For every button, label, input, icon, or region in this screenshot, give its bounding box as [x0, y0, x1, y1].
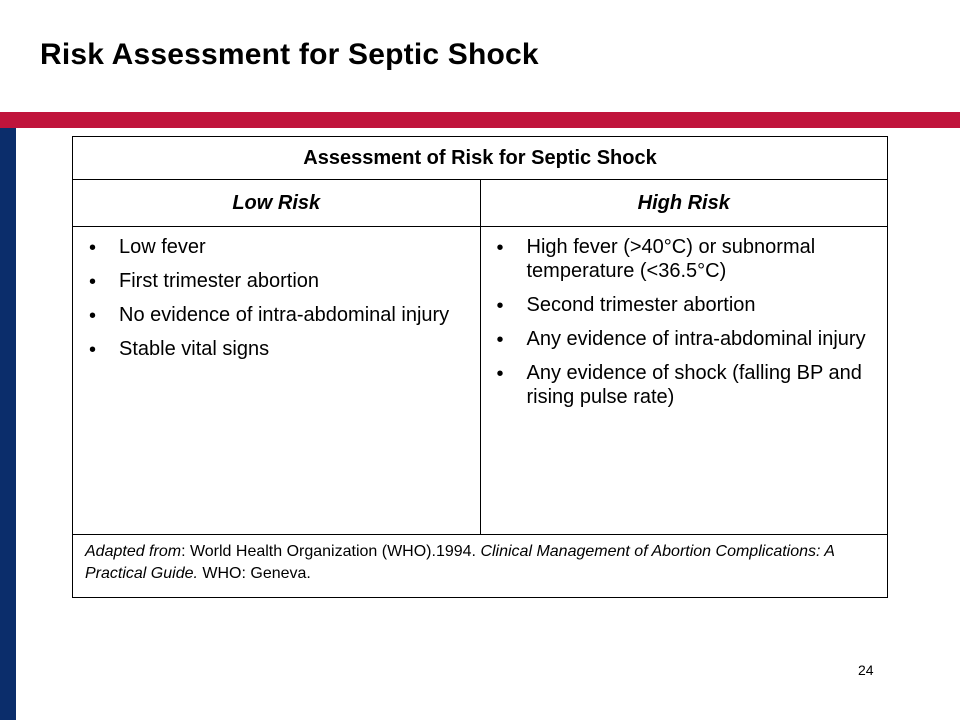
slide-title: Risk Assessment for Septic Shock — [40, 38, 539, 71]
citation-organization: World Health Organization (WHO).1994. — [189, 543, 481, 560]
list-item-text: High fever (>40°C) or subnormal temperature (<36.5°C) — [526, 236, 816, 282]
low-risk-cell — [73, 227, 481, 535]
list-item-text: Low fever — [119, 236, 206, 258]
list-item — [491, 327, 880, 351]
bullet-icon: • — [496, 295, 504, 317]
list-item — [83, 303, 472, 327]
bullet-icon: • — [89, 305, 97, 327]
adapted-label: Adapted from — [85, 543, 182, 560]
bullet-icon: • — [496, 237, 504, 259]
list-item-text: Stable vital signs — [119, 338, 270, 360]
citation-publisher: WHO: Geneva. — [197, 565, 311, 582]
list-item — [83, 269, 472, 293]
list-item — [83, 235, 472, 259]
risk-table — [72, 136, 888, 598]
list-item — [491, 361, 880, 409]
bullet-icon: • — [496, 329, 504, 351]
list-item-text: First trimester abortion — [119, 270, 320, 292]
red-header-bar — [0, 112, 960, 128]
source-citation — [73, 535, 888, 598]
bullet-icon: • — [496, 363, 504, 385]
list-item — [83, 337, 472, 361]
list-item-text: Second trimester abortion — [526, 294, 756, 316]
high-risk-cell — [480, 227, 888, 535]
high-risk-list — [481, 227, 888, 409]
bullet-icon: • — [89, 339, 97, 361]
citation-book-title: Clinical Management of Abortion Complications: A Practical Guide. — [85, 543, 835, 582]
bullet-icon: • — [89, 237, 97, 259]
list-item-text: Any evidence of intra-abdominal injury — [526, 328, 866, 350]
list-item-text: No evidence of intra-abdominal injury — [119, 304, 450, 326]
low-risk-list — [73, 227, 480, 361]
table-caption: Assessment of Risk for Septic Shock — [73, 137, 888, 180]
list-item-text: Any evidence of shock (falling BP and rising pulse rate) — [526, 362, 862, 408]
list-item — [491, 235, 880, 283]
bullet-icon: • — [89, 271, 97, 293]
page-number: 24 — [858, 662, 874, 678]
low-risk-header: Low Risk — [73, 180, 481, 227]
adapted-separator: : — [181, 543, 190, 560]
high-risk-header: High Risk — [480, 180, 888, 227]
navy-side-bar — [0, 128, 16, 720]
list-item — [491, 293, 880, 317]
